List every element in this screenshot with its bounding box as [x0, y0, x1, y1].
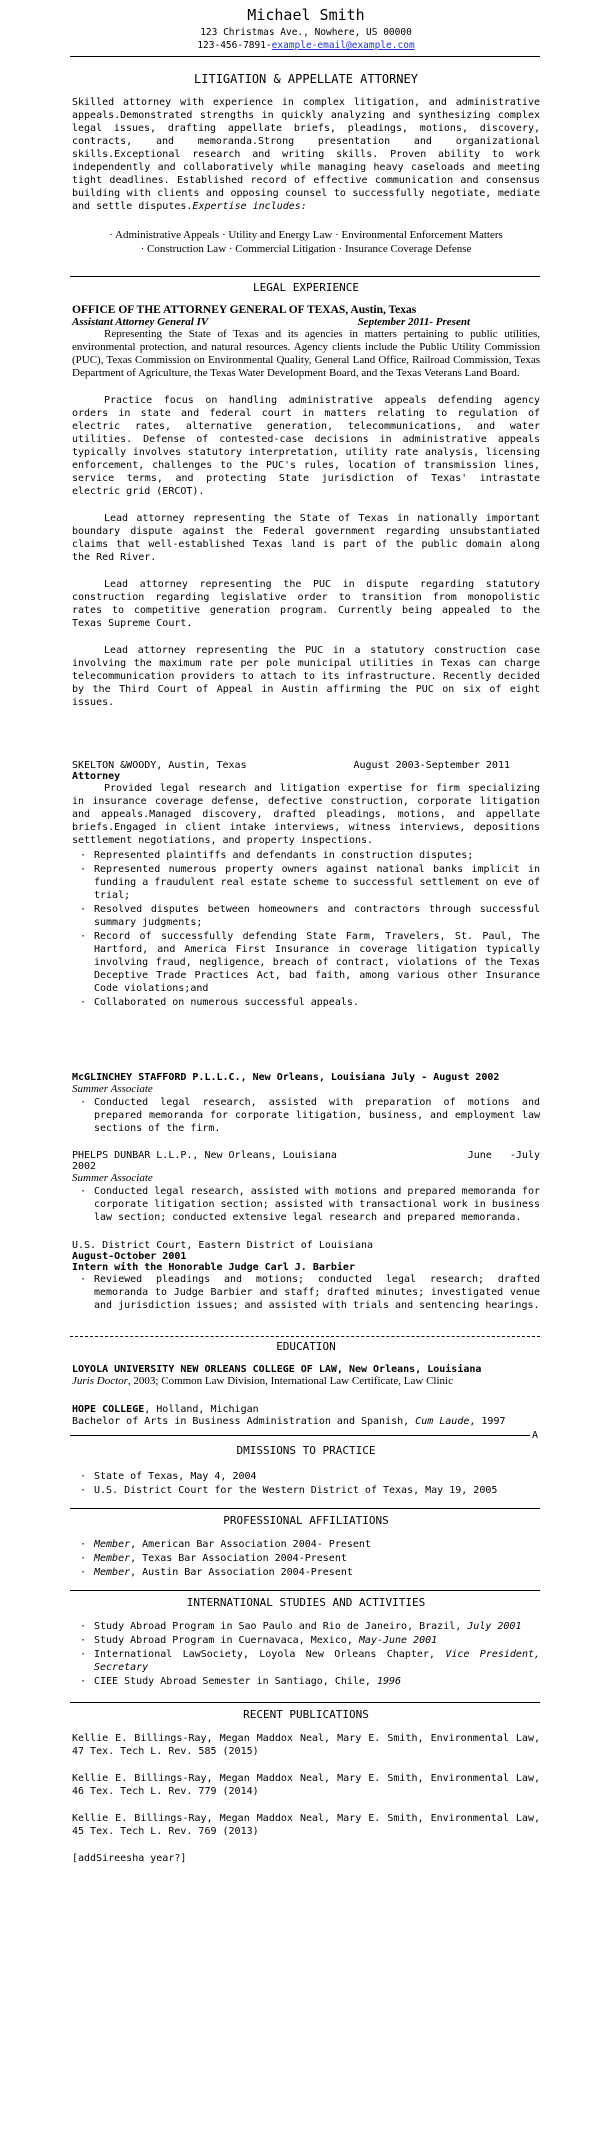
divider — [70, 1336, 540, 1337]
job-year: 2002 — [72, 1161, 97, 1172]
role-row — [72, 316, 540, 328]
divider — [70, 1508, 540, 1509]
employer: U.S. District Court, Eastern District of Louisiana — [72, 1240, 374, 1251]
skills-list — [72, 228, 540, 256]
job-title: Intern with the Honorable Judge Carl J. Barbier — [72, 1262, 355, 1273]
skills-line: · Administrative Appeals · Utility and Energy Law · Environmental Enforcement Matters — [109, 229, 503, 241]
list-item: · Reviewed pleadings and motions; conducted legal research; drafted memoranda to Judge Barbier and staff; drafted minutes; investigated venue and jurisdiction issues; and assisted with trials and sentencing hearings. — [94, 1273, 540, 1312]
employer: PHELPS DUNBAR L.L.P., New Orleans, Louisiana — [72, 1150, 337, 1161]
summary-text: Skilled attorney with experience in complex litigation, and administrative appeals.Demonstrated strengths in quickly analyzing and synthesizing complex legal issues, drafting appellate briefs, pleadings, motions, discovery, contracts, and memoranda.Strong presentation and organizational skills.Exceptional research and writing skills. Proven ability to work independently and collaboratively while managing heavy caseloads and meeting tight deadlines. Established record of effective communication and consensus building with clients and opposing counsel to successfully negotiate, mediate and settle disputes.Expertise includes: — [72, 97, 540, 212]
job-district-court — [72, 1240, 540, 1313]
list-item: · Represented numerous property owners against national banks implicit in funding a fraudulent real estate scheme to successful settlement on eve of trial; — [94, 863, 540, 902]
education-hope — [72, 1404, 540, 1428]
employer: SKELTON &WOODY, Austin, Texas — [72, 760, 247, 771]
job-phelps-dunbar — [72, 1150, 540, 1225]
employer-row — [72, 1150, 540, 1161]
list-item: · CIEE Study Abroad Semester in Santiago, Chile, 1996 — [94, 1675, 540, 1688]
employer: OFFICE OF THE ATTORNEY GENERAL OF TEXAS, Austin, Texas — [72, 304, 417, 316]
list-item: · Study Abroad Program in Cuernavaca, Mexico, May-June 2001 — [94, 1634, 540, 1647]
publication-item: Kellie E. Billings-Ray, Megan Maddox Neal, Mary E. Smith, Environmental Law, 47 Tex. Tech L. Rev. 585 (2015) — [72, 1733, 540, 1757]
candidate-name: Michael Smith — [247, 6, 365, 24]
bullet-list — [72, 1620, 540, 1688]
list-item: · Study Abroad Program in Sao Paulo and Rio de Janeiro, Brazil, July 2001 — [94, 1620, 540, 1633]
job-title: Summer Associate — [72, 1172, 153, 1184]
job-description: Representing the State of Texas and its agencies in matters pertaining to public utilities, environmental protection, and natural resources. Agency clients include the Public Utility Commission (PUC), Texas Commission on Environmental Quality, General Land Office, Railroad Commission, Texas Department of Agriculture, the Texas Water Development Board, and the Texas Veterans Land Board. — [72, 328, 540, 379]
section-heading-affiliations: PROFESSIONAL AFFILIATIONS — [223, 1514, 389, 1527]
list-item: · Member, Texas Bar Association 2004-Present — [94, 1552, 540, 1565]
job-description: Lead attorney representing the PUC in dispute regarding statutory construction regarding legislative order to transition from monopolistic rates to competitive generation program. Currently being appealed to the Texas Supreme Court. — [72, 579, 540, 629]
job-title: Assistant Attorney General IV — [72, 316, 209, 328]
job-attorney-general — [72, 304, 540, 709]
job-mcglinchey — [72, 1072, 540, 1136]
list-item: · Conducted legal research, assisted with preparation of motions and prepared memoranda for corporate litigation, business, and employment law sections of the firm. — [94, 1096, 540, 1135]
publication-item: Kellie E. Billings-Ray, Megan Maddox Neal, Mary E. Smith, Environmental Law, 45 Tex. Tech L. Rev. 769 (2013) — [72, 1813, 540, 1837]
heading-fragment: A — [532, 1430, 539, 1441]
job-title: Attorney — [72, 771, 121, 782]
job-dates: September 2011- Present — [357, 316, 470, 328]
list-item: · State of Texas, May 4, 2004 — [94, 1470, 540, 1483]
divider — [70, 56, 540, 57]
job-description: Lead attorney representing the PUC in a statutory construction case involving the maximum rate per pole municipal utilities in Texas can charge telecommunication providers to attach to its infrastructure. Recently decided by the Third Court of Appeal in Austin affirming the PUC on six of eight issues. — [72, 645, 540, 708]
job-dates: June -July — [467, 1150, 540, 1161]
bullet-list — [72, 1096, 540, 1135]
admissions-list — [72, 1470, 540, 1498]
bullet-list — [72, 849, 540, 1009]
list-item: · U.S. District Court for the Western District of Texas, May 19, 2005 — [94, 1484, 540, 1497]
divider — [70, 1702, 540, 1703]
employer: McGLINCHEY STAFFORD P.L.L.C., New Orleans, Louisiana July - August 2002 — [72, 1072, 500, 1083]
divider — [70, 276, 540, 277]
section-heading-admissions: DMISSIONS TO PRACTICE — [236, 1444, 376, 1457]
employer-row — [72, 760, 540, 771]
job-dates: August 2003-September 2011 — [353, 760, 510, 771]
resume-title: LITIGATION & APPELLATE ATTORNEY — [194, 72, 418, 86]
bullet-list — [72, 1185, 540, 1224]
section-heading-education: EDUCATION — [276, 1340, 336, 1353]
job-description: Provided legal research and litigation expertise for firm specializing in insurance coverage defense, defective construction, corporate litigation and appeals.Managed discovery, drafted pleadings, motions, and appellate briefs.Engaged in client intake interviews, witness interviews, depositions settlement negotiations, and property inspections. — [72, 783, 540, 846]
email-link[interactable]: example-email@example.com — [271, 40, 415, 51]
list-item: · Resolved disputes between homeowners and contractors through successful summary judgments; — [94, 903, 540, 929]
section-heading-legal-experience: LEGAL EXPERIENCE — [253, 281, 359, 294]
section-heading-publications: RECENT PUBLICATIONS — [243, 1708, 369, 1721]
publications-list — [72, 1732, 540, 1865]
publication-item: Kellie E. Billings-Ray, Megan Maddox Neal, Mary E. Smith, Environmental Law, 46 Tex. Tech L. Rev. 779 (2014) — [72, 1773, 540, 1797]
bullet-list — [72, 1273, 540, 1312]
divider — [70, 1435, 530, 1436]
job-description: Lead attorney representing the State of Texas in nationally important boundary dispute against the Federal government regarding unsubstantiated claims that well-established Texas land is part of the public domain along the Red River. — [72, 513, 540, 563]
job-skelton-woody — [72, 760, 540, 1010]
phone: 123-456-7891- — [197, 40, 272, 51]
address: 123 Christmas Ave., Nowhere, US 00000 — [200, 27, 412, 38]
bullet-list — [72, 1538, 540, 1579]
affiliations-list — [72, 1538, 540, 1580]
degree-line: Bachelor of Arts in Business Administration and Spanish, Cum Laude, 1997 — [72, 1416, 506, 1427]
job-title: Summer Associate — [72, 1083, 153, 1095]
school: HOPE COLLEGE, Holland, Michigan — [72, 1404, 259, 1415]
school: LOYOLA UNIVERSITY NEW ORLEANS COLLEGE OF LAW, New Orleans, Louisiana — [72, 1364, 482, 1375]
list-item: · Record of successfully defending State Farm, Travelers, St. Paul, The Hartford, and America First Insurance in coverage litigation typically involving fraud, negligence, breach of contract, violations of the Texas Deceptive Trade Practices Act, bad faith, among various other Insurance Code violations;and — [94, 930, 540, 995]
contact-line — [0, 40, 612, 51]
job-dates: August-October 2001 — [72, 1251, 187, 1262]
skills-line: · Construction Law · Commercial Litigation · Insurance Coverage Defense — [140, 243, 472, 255]
education-loyola — [72, 1364, 540, 1388]
degree-line: Juris Doctor, 2003; Common Law Division, International Law Certificate, Law Clinic — [72, 1375, 453, 1387]
editor-note: [addSireesha year?] — [72, 1853, 187, 1864]
list-item: · Collaborated on numerous successful appeals. — [94, 996, 540, 1009]
bullet-list — [72, 1470, 540, 1497]
list-item: · Conducted legal research, assisted with motions and prepared memoranda for corporate litigation section; assisted with transactional work in business law section; conducted extensive legal research and prepared memoranda. — [94, 1185, 540, 1224]
section-heading-international: INTERNATIONAL STUDIES AND ACTIVITIES — [186, 1596, 426, 1609]
list-item: · Member, American Bar Association 2004- Present — [94, 1538, 540, 1551]
summary — [72, 96, 540, 213]
job-description: Practice focus on handling administrative appeals defending agency orders in state and federal court in matters relating to regulation of electric rates, alternative generation, telecommunications, and water utilities. Defense of contested-case decisions in administrative appeals typically involves statutory interpretation, utility rate analysis, licensing enforcement, challenges to the PUC's rules, location of transmission lines, service terms, and protecting State jurisdiction of Texas' intrastate electric grid (ERCOT). — [72, 395, 540, 497]
list-item: · International LawSociety, Loyola New Orleans Chapter, Vice President, Secretary — [94, 1648, 540, 1674]
list-item: · Member, Austin Bar Association 2004-Present — [94, 1566, 540, 1579]
international-list — [72, 1620, 540, 1689]
divider — [70, 1590, 540, 1591]
list-item: · Represented plaintiffs and defendants in construction disputes; — [94, 849, 540, 862]
